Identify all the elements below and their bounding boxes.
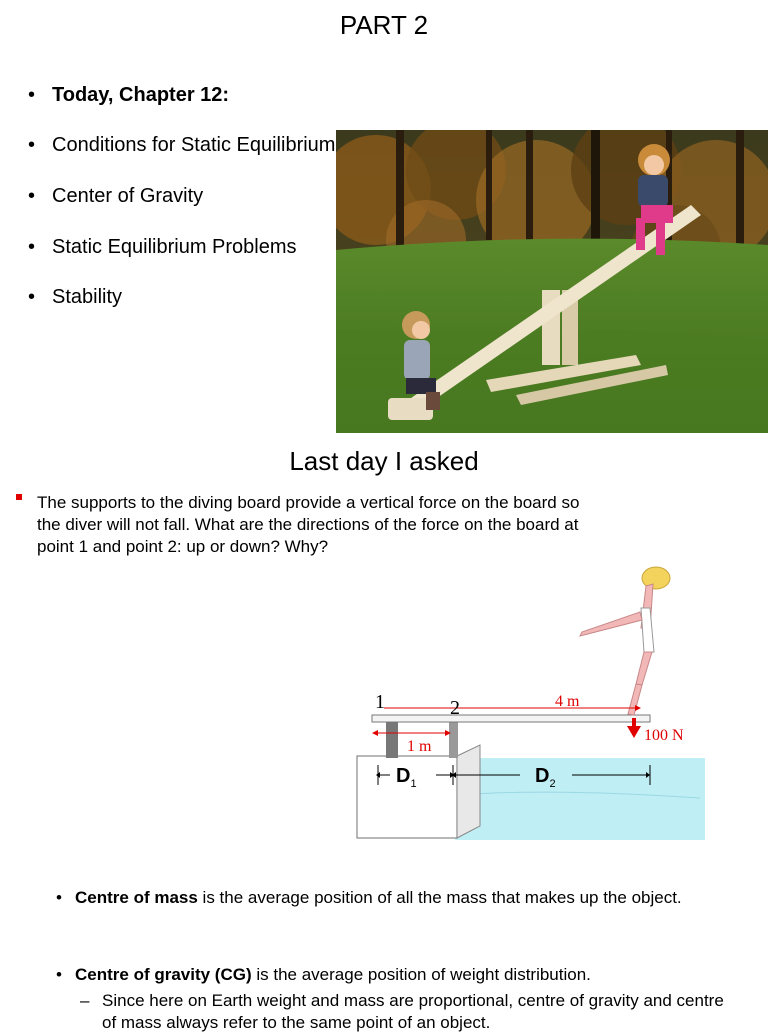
bullet-text: Today, Chapter 12: xyxy=(52,84,230,106)
label-force: 100 N xyxy=(644,727,684,744)
bullet-dot: • xyxy=(28,236,36,258)
bullet-dot: • xyxy=(56,965,62,984)
bullet-dot: • xyxy=(28,84,36,106)
label-point-2: 2 xyxy=(450,697,460,719)
bullet-dot: • xyxy=(56,888,62,907)
definition-text xyxy=(75,887,715,909)
question-text: The supports to the diving board provide a vertical force on the board so the diver will not fall. What are the directions of the force on the board at point 1 and point 2: up or down? Why? xyxy=(37,493,580,556)
bullet-dot: • xyxy=(28,134,36,156)
definition-rest: is the average position of weight distribution. xyxy=(251,965,591,984)
diving-board-svg xyxy=(350,560,710,845)
label-d2-main: D xyxy=(535,765,550,787)
dash-marker: – xyxy=(80,991,90,1010)
definition-term: Centre of gravity (CG) xyxy=(75,965,252,984)
bullet-text: Conditions for Static Equilibrium xyxy=(52,134,336,156)
bullet-text: Center of Gravity xyxy=(52,185,204,207)
red-square-bullet xyxy=(16,494,22,500)
label-d1-main: D xyxy=(396,765,411,787)
seesaw-photo xyxy=(336,130,768,433)
definition-text xyxy=(75,964,715,986)
label-d1-sub: 1 xyxy=(410,778,417,790)
definition-term: Centre of mass xyxy=(75,888,198,907)
support-1 xyxy=(386,722,398,758)
bullet-dot: • xyxy=(28,286,36,308)
sub-point-text: Since here on Earth weight and mass are proportional, centre of gravity and centre of mass always refer to the same point of an object. xyxy=(102,991,724,1032)
label-1m: 1 m xyxy=(407,738,432,755)
page-title: PART 2 xyxy=(339,10,429,40)
seesaw-illustration xyxy=(336,130,768,433)
bullet-text: Stability xyxy=(52,286,123,308)
bullet-text: Static Equilibrium Problems xyxy=(52,236,297,258)
definition-rest: is the average position of all the mass that makes up the object. xyxy=(197,888,682,907)
support-2 xyxy=(449,722,458,758)
label-4m: 4 m xyxy=(555,693,580,710)
label-point-1: 1 xyxy=(375,691,385,713)
bullet-dot: • xyxy=(28,185,36,207)
label-d2-sub: 2 xyxy=(549,778,556,790)
diving-board xyxy=(372,715,650,722)
section-heading: Last day I asked xyxy=(289,446,479,476)
diver xyxy=(580,567,670,715)
water xyxy=(455,758,705,840)
diving-board-diagram xyxy=(350,560,710,845)
